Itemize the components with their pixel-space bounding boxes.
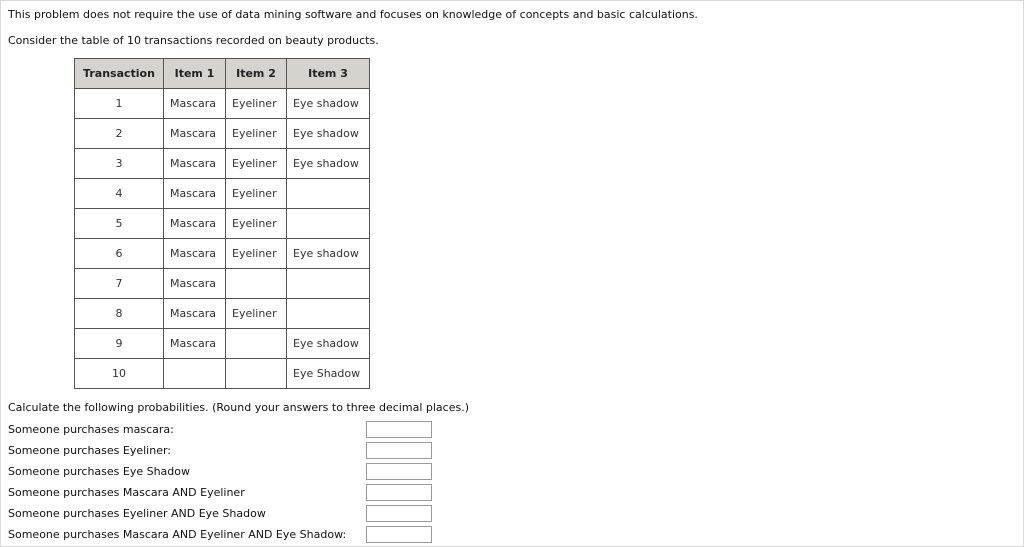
cell-item-1: Mascara (164, 89, 226, 119)
cell-transaction: 6 (75, 239, 164, 269)
cell-item-2: Eyeliner (226, 239, 287, 269)
answer-input-eyeliner-and-eye-shadow[interactable] (366, 505, 432, 522)
cell-transaction: 3 (75, 149, 164, 179)
table-row (75, 359, 370, 389)
cell-transaction: 9 (75, 329, 164, 359)
cell-transaction: 8 (75, 299, 164, 329)
header-item-3: Item 3 (287, 59, 370, 89)
table-row (75, 239, 370, 269)
cell-item-2: Eyeliner (226, 299, 287, 329)
table-row (75, 209, 370, 239)
cell-item-2: Eyeliner (226, 119, 287, 149)
question-label-eye-shadow: Someone purchases Eye Shadow (8, 465, 191, 478)
cell-item-2: Eyeliner (226, 89, 287, 119)
question-label-mascara: Someone purchases mascara: (8, 423, 174, 436)
header-item-2: Item 2 (226, 59, 287, 89)
question-label-all-three: Someone purchases Mascara AND Eyeliner AND Eye Shadow: (8, 528, 347, 541)
question-label-eyeliner: Someone purchases Eyeliner: (8, 444, 171, 457)
cell-item-1: Mascara (164, 239, 226, 269)
cell-item-2 (226, 359, 287, 389)
cell-transaction: 10 (75, 359, 164, 389)
cell-item-1: Mascara (164, 149, 226, 179)
cell-transaction: 2 (75, 119, 164, 149)
table-row (75, 89, 370, 119)
cell-item-3: Eye shadow (287, 329, 370, 359)
question-label-eyeliner-and-eye-shadow: Someone purchases Eyeliner AND Eye Shadow (8, 507, 266, 520)
table-row (75, 299, 370, 329)
cell-item-3 (287, 269, 370, 299)
cell-item-2: Eyeliner (226, 149, 287, 179)
table-header-row (75, 59, 370, 89)
cell-item-1: Mascara (164, 179, 226, 209)
cell-transaction: 7 (75, 269, 164, 299)
cell-item-2: Eyeliner (226, 179, 287, 209)
cell-item-2 (226, 329, 287, 359)
answer-input-mascara-and-eyeliner[interactable] (366, 484, 432, 501)
cell-item-3 (287, 179, 370, 209)
table-row (75, 149, 370, 179)
header-transaction: Transaction (75, 59, 164, 89)
table-row (75, 119, 370, 149)
answer-input-all-three[interactable] (366, 526, 432, 543)
cell-item-3 (287, 209, 370, 239)
cell-item-3: Eye shadow (287, 239, 370, 269)
cell-item-1: Mascara (164, 329, 226, 359)
cell-item-1: Mascara (164, 269, 226, 299)
cell-item-1: Mascara (164, 299, 226, 329)
question-label-mascara-and-eyeliner: Someone purchases Mascara AND Eyeliner (8, 486, 245, 499)
cell-transaction: 5 (75, 209, 164, 239)
calc-instruction: Calculate the following probabilities. (Round your answers to three decimal places.) (8, 401, 469, 414)
cell-item-1: Mascara (164, 209, 226, 239)
answer-input-eye-shadow[interactable] (366, 463, 432, 480)
cell-item-2: Eyeliner (226, 209, 287, 239)
answer-input-mascara[interactable] (366, 421, 432, 438)
cell-item-3: Eye shadow (287, 119, 370, 149)
consider-text: Consider the table of 10 transactions recorded on beauty products. (8, 34, 379, 47)
cell-item-1: Mascara (164, 119, 226, 149)
answer-input-eyeliner[interactable] (366, 442, 432, 459)
intro-text: This problem does not require the use of data mining software and focuses on knowledge of concepts and basic calculations. (8, 8, 698, 21)
header-item-1: Item 1 (164, 59, 226, 89)
cell-item-3: Eye Shadow (287, 359, 370, 389)
table-row (75, 179, 370, 209)
cell-item-3: Eye shadow (287, 89, 370, 119)
cell-item-3 (287, 299, 370, 329)
cell-item-2 (226, 269, 287, 299)
cell-transaction: 1 (75, 89, 164, 119)
table-row (75, 269, 370, 299)
cell-item-1 (164, 359, 226, 389)
transactions-table (74, 58, 370, 389)
cell-item-3: Eye shadow (287, 149, 370, 179)
table-row (75, 329, 370, 359)
cell-transaction: 4 (75, 179, 164, 209)
